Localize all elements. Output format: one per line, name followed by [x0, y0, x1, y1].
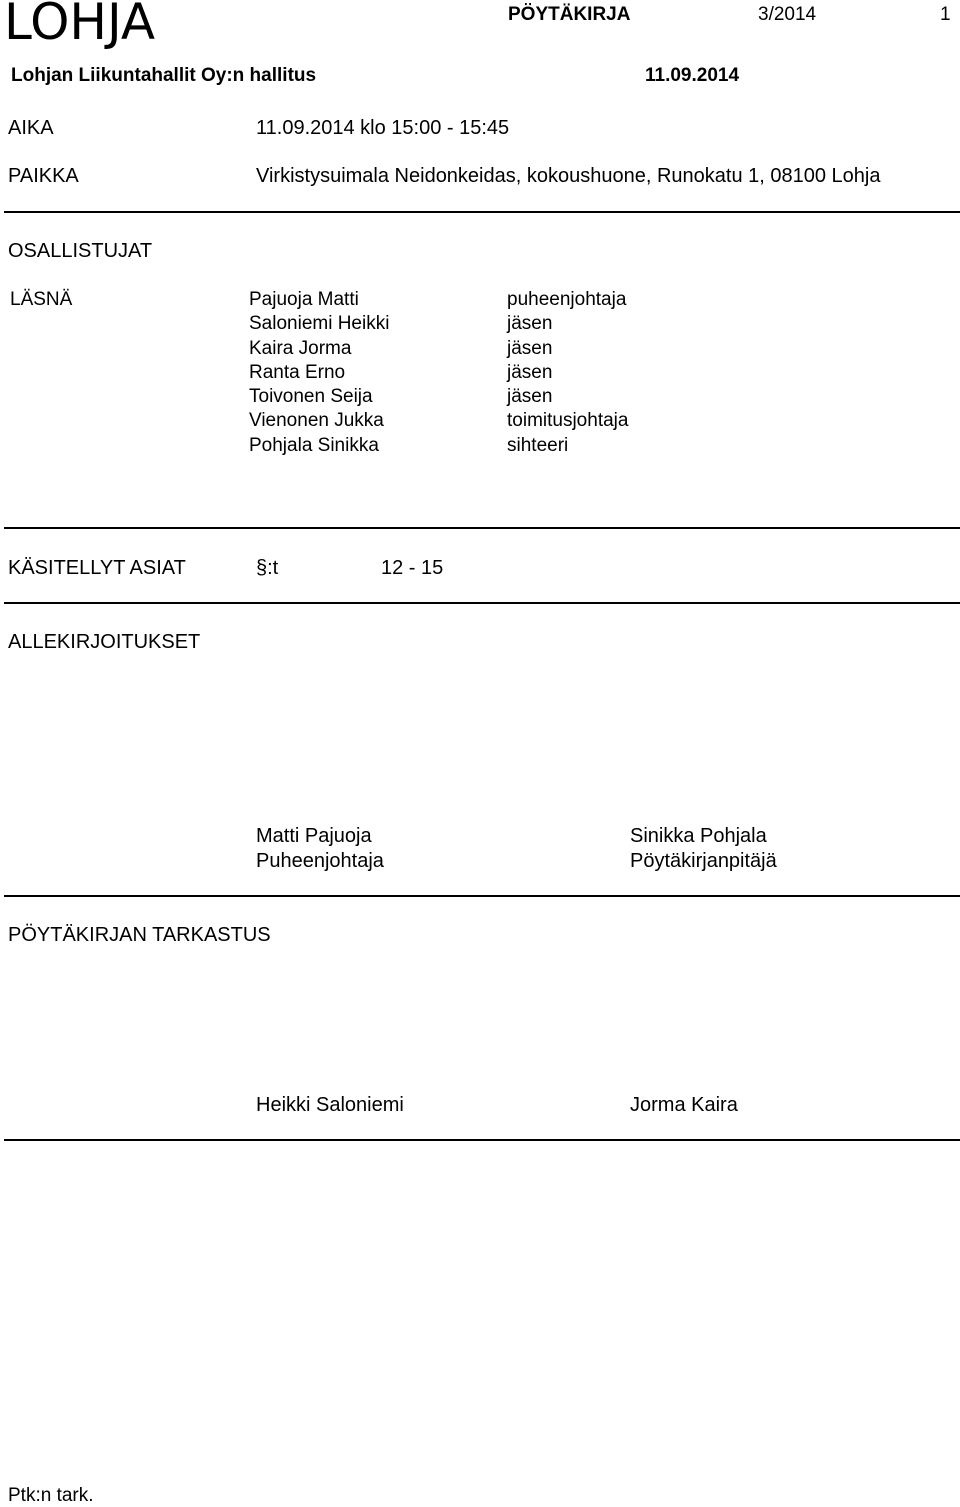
- divider: [4, 1139, 960, 1141]
- participant-name: Pohjala Sinikka: [249, 434, 379, 456]
- organization-logo: LOHJA: [4, 0, 156, 51]
- footer-note: Ptk:n tark.: [8, 1485, 94, 1506]
- review-heading: PÖYTÄKIRJAN TARKASTUS: [8, 924, 271, 946]
- items-range: 12 - 15: [381, 557, 444, 579]
- participant-role: toimitusjohtaja: [507, 410, 629, 432]
- document-type: PÖYTÄKIRJA: [508, 4, 631, 25]
- organization-name: Lohjan Liikuntahallit Oy:n hallitus: [11, 65, 317, 86]
- participant-name: Ranta Erno: [249, 361, 346, 383]
- divider: [4, 602, 960, 604]
- place-value: Virkistysuimala Neidonkeidas, kokoushuone, Runokatu 1, 08100 Lohja: [256, 165, 881, 187]
- divider: [4, 211, 960, 213]
- divider: [4, 895, 960, 897]
- reviewer-right-name: Jorma Kaira: [630, 1094, 738, 1116]
- participant-role: puheenjohtaja: [507, 289, 627, 310]
- participant-role: jäsen: [507, 361, 553, 383]
- participant-role: jäsen: [507, 313, 553, 335]
- time-value: 11.09.2014 klo 15:00 - 15:45: [256, 117, 510, 139]
- participant-name: Kaira Jorma: [249, 337, 352, 359]
- participant-roles: [507, 288, 628, 458]
- participant-role: sihteeri: [507, 434, 569, 456]
- signer-left-name: Matti Pajuoja: [256, 825, 372, 847]
- participant-name: Vienonen Jukka: [249, 410, 384, 432]
- participant-name: Saloniemi Heikki: [249, 313, 390, 335]
- items-label: KÄSITELLYT ASIAT: [8, 557, 186, 579]
- participant-names: [249, 288, 389, 458]
- reviewer-left-name: Heikki Saloniemi: [256, 1094, 404, 1116]
- time-label: AIKA: [8, 117, 54, 139]
- participants-heading: OSALLISTUJAT: [8, 240, 153, 262]
- present-label: LÄSNÄ: [10, 289, 73, 310]
- page-number: 1: [940, 4, 951, 25]
- participant-role: jäsen: [507, 386, 553, 408]
- divider: [4, 527, 960, 529]
- participant-name: Toivonen Seija: [249, 386, 373, 408]
- header-date: 11.09.2014: [645, 65, 740, 86]
- section-mark: §:t: [256, 557, 279, 579]
- signer-right-name: Sinikka Pohjala: [630, 825, 767, 847]
- place-label: PAIKKA: [8, 165, 79, 187]
- signer-left-title: Puheenjohtaja: [256, 850, 384, 872]
- participant-role: jäsen: [507, 337, 553, 359]
- signer-right-title: Pöytäkirjanpitäjä: [630, 850, 777, 872]
- signatures-heading: ALLEKIRJOITUKSET: [8, 631, 201, 653]
- document-number: 3/2014: [758, 4, 817, 25]
- participant-name: Pajuoja Matti: [249, 289, 359, 310]
